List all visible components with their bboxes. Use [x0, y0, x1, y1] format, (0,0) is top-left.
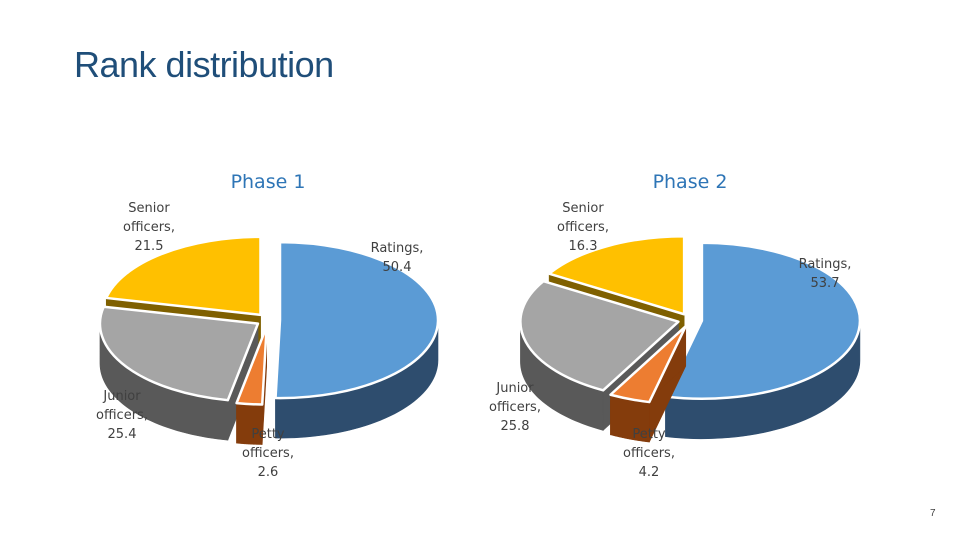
- data-label-junior-officers: Junior officers, 25.4: [96, 389, 148, 442]
- data-label-junior-officers: Junior officers, 25.8: [489, 381, 541, 434]
- data-label-senior-officers: Senior officers, 21.5: [123, 201, 175, 254]
- chart-title: Phase 2: [652, 171, 728, 193]
- slice-ratings: [666, 243, 860, 439]
- data-label-ratings: Ratings, 50.4: [370, 241, 424, 275]
- data-label-petty-officers: Petty officers, 2.6: [242, 427, 294, 480]
- slice-ratings: [276, 242, 438, 438]
- data-label-ratings: Ratings, 53.7: [798, 257, 852, 291]
- data-label-petty-officers: Petty officers, 4.2: [623, 427, 675, 480]
- slide-title: Rank distribution: [74, 44, 334, 85]
- chart-title: Phase 1: [230, 171, 306, 193]
- page-number: 7: [930, 508, 936, 519]
- chart-phase-1: [96, 171, 438, 480]
- data-label-senior-officers: Senior officers, 16.3: [557, 201, 609, 254]
- chart-phase-2: [489, 171, 860, 480]
